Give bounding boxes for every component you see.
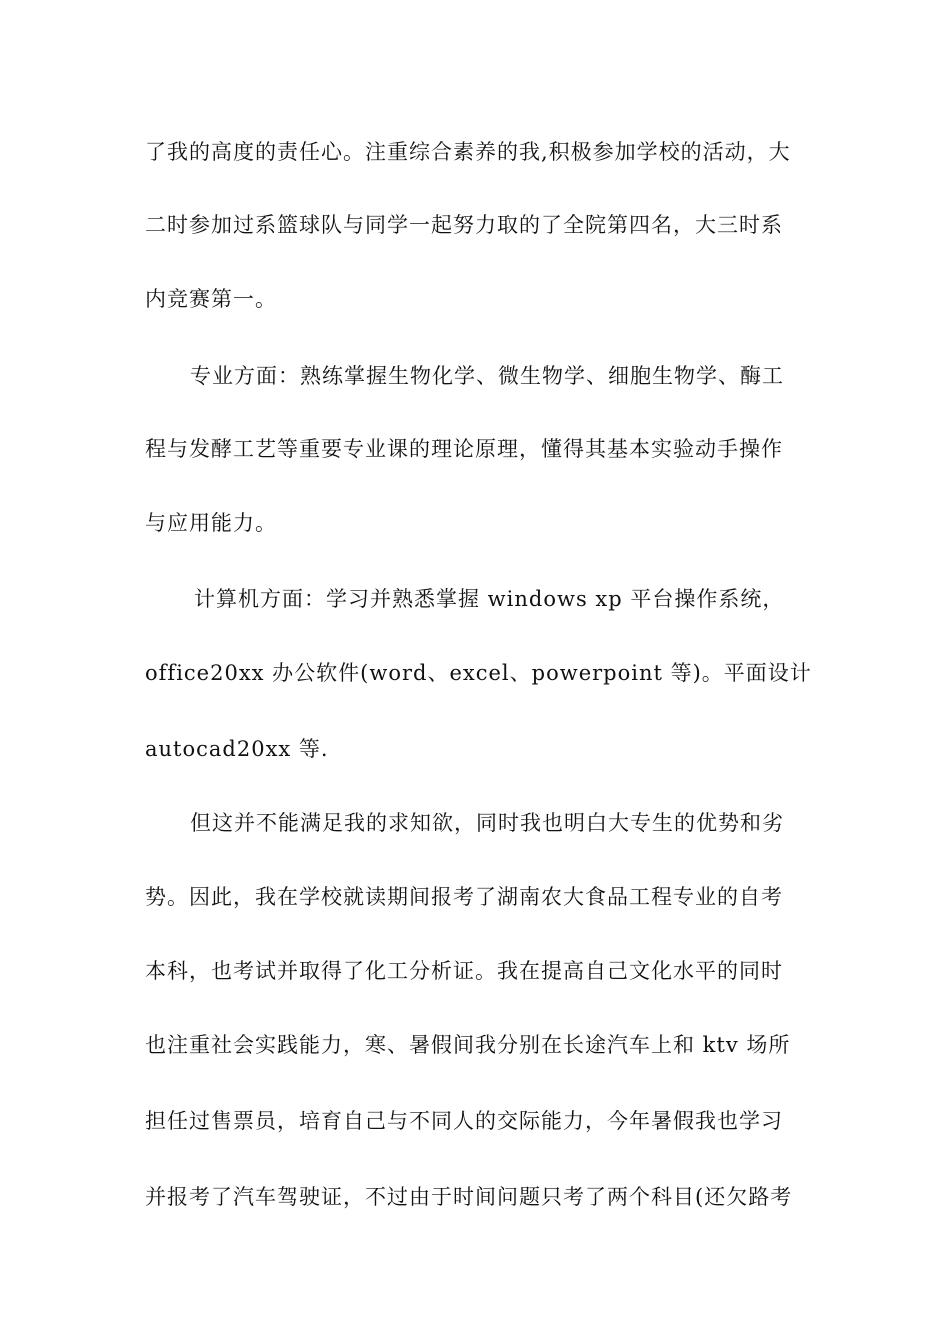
text-line: 内竞赛第一。 — [145, 287, 277, 311]
paragraph-first-line: 计算机方面：学习并熟悉掌握 windows xp 平台操作系统， — [194, 587, 785, 611]
text-line: 与应用能力。 — [145, 511, 277, 535]
text-line: 势。因此，我在学校就读期间报考了湖南农大食品工程专业的自考 — [145, 885, 783, 909]
text-line: 并报考了汽车驾驶证，不过由于时间问题只考了两个科目(还欠路考 — [145, 1185, 793, 1209]
text-line: 程与发酵工艺等重要专业课的理论原理，懂得其基本实验动手操作 — [145, 437, 783, 461]
text-line: 担任过售票员，培育自己与不同人的交际能力，今年暑假我也学习 — [145, 1109, 783, 1133]
text-line: 本科，也考试并取得了化工分析证。我在提高自己文化水平的同时 — [145, 959, 783, 983]
paragraph-first-line: 但这并不能满足我的求知欲，同时我也明白大专生的优势和劣 — [190, 811, 784, 835]
text-line: 二时参加过系篮球队与同学一起努力取的了全院第四名，大三时系 — [145, 213, 783, 237]
text-line: 也注重社会实践能力，寒、暑假间我分别在长途汽车上和 ktv 场所 — [145, 1033, 791, 1057]
paragraph-first-line: 专业方面：熟练掌握生物化学、微生物学、细胞生物学、酶工 — [190, 364, 784, 388]
text-line: 了我的高度的责任心。注重综合素养的我,积极参加学校的活动，大 — [145, 140, 791, 164]
text-line: autocad20xx 等. — [145, 737, 329, 761]
text-line: office20xx 办公软件(word、excel、powerpoint 等)。平面设计 — [145, 661, 812, 685]
